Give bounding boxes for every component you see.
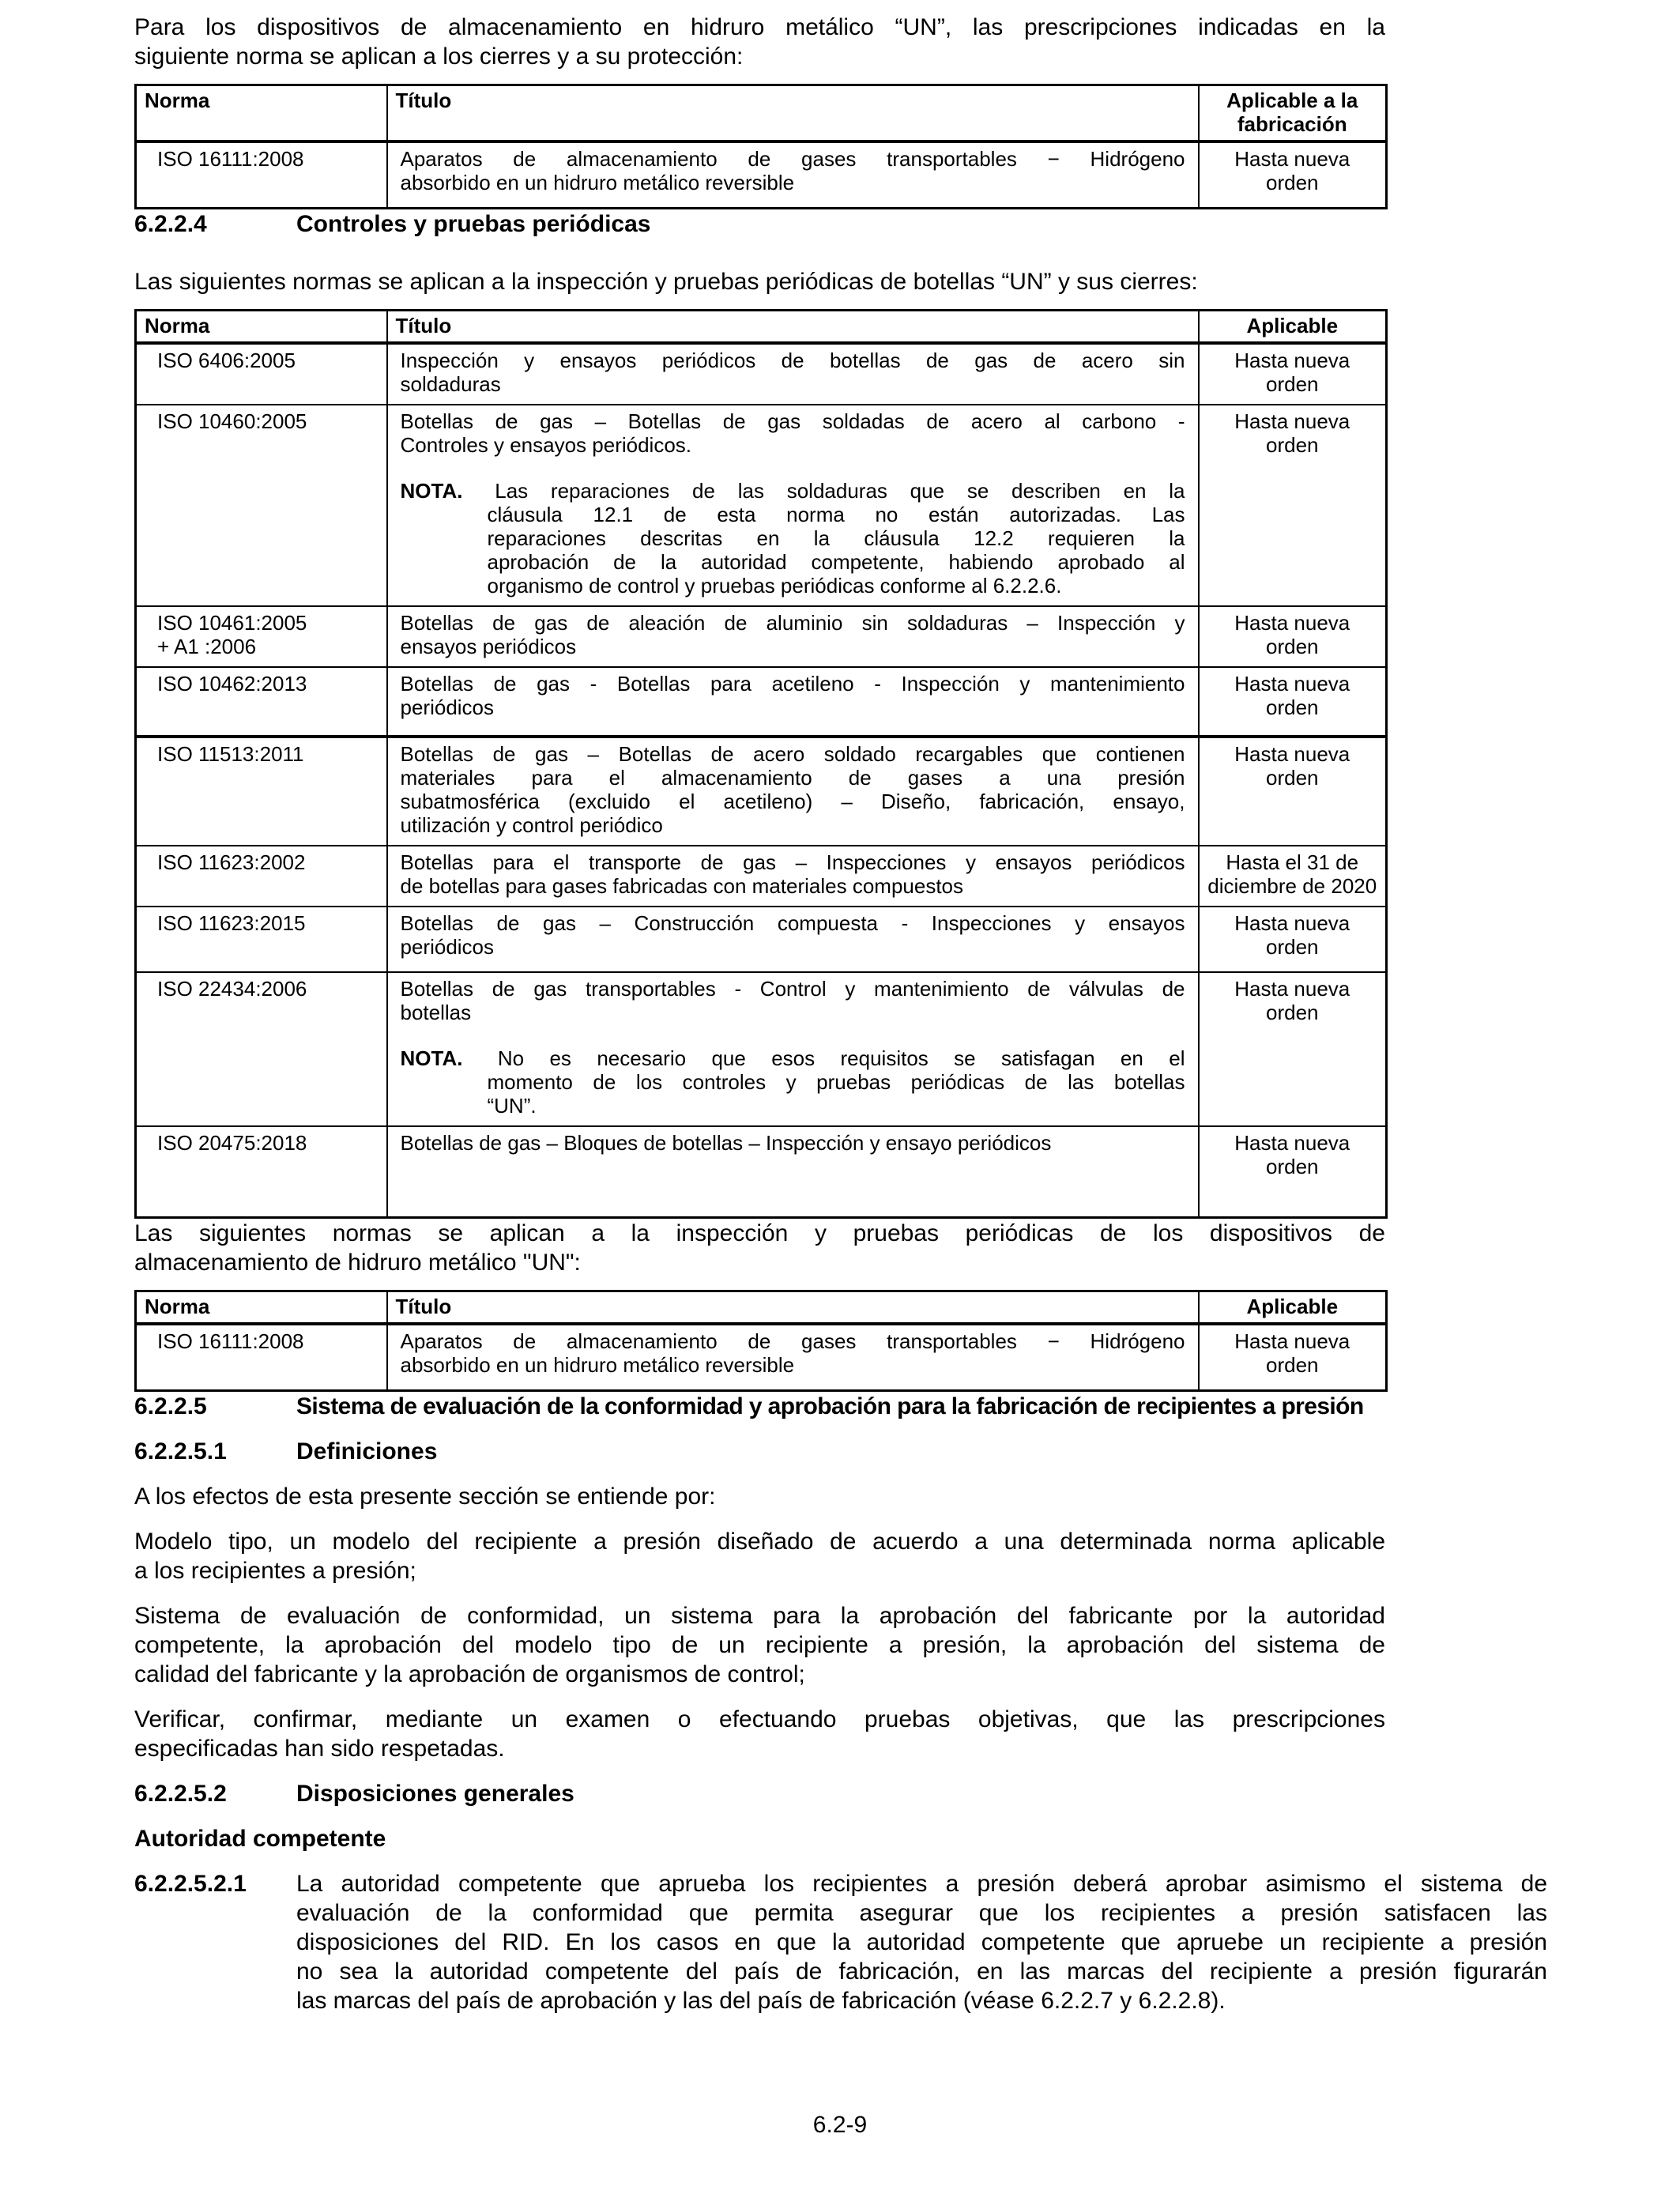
text-line: especificadas han sido respetadas. <box>134 1736 505 1762</box>
text-line: organismo de control y pruebas periódicas conforme al 6.2.2.6. <box>487 574 1062 598</box>
titulo-header: Título <box>387 1291 1199 1325</box>
text-line: Botellas de gas – Botellas de acero soldado recargables que contienen <box>400 742 1185 766</box>
text-line: calidad del fabricante y la aprobación de organismos de control; <box>134 1661 805 1687</box>
table-row <box>136 606 1387 667</box>
text-line: reparaciones descritas en la cláusula 12.2 requieren la <box>487 526 1185 550</box>
titulo-cell <box>387 343 1199 405</box>
section-number: 6.2.2.5.1 <box>134 1438 227 1465</box>
norma-cell: ISO 11513:2011 <box>136 737 387 846</box>
norma-cell: ISO 22434:2006 <box>136 972 387 1126</box>
aplicable-header: Aplicable <box>1199 1291 1387 1325</box>
text-line: Sistema de evaluación de conformidad, un sistema para la aprobación del fabricante por la autoridad <box>134 1603 1385 1629</box>
norma-cell: ISO 10462:2013 <box>136 667 387 737</box>
titulo-cell <box>387 737 1199 846</box>
section-number: 6.2.2.5.2.1 <box>134 1871 247 1897</box>
aplicable-cell: Hasta nueva orden <box>1199 606 1387 667</box>
text-line: disposiciones del RID. En los casos en que la autoridad competente que apruebe un recipiente a presión <box>296 1929 1547 1955</box>
titulo-header: Título <box>387 311 1199 344</box>
text-line: Botellas de gas - Botellas para acetileno - Inspección y mantenimiento <box>400 672 1185 696</box>
text-line: soldaduras <box>400 372 501 396</box>
table-row <box>136 343 1387 405</box>
subheading-autoridad-competente: Autoridad competente <box>134 1826 386 1852</box>
titulo-header: Título <box>387 85 1199 142</box>
aplicable-cell: Hasta nueva orden <box>1199 972 1387 1126</box>
text-line: Botellas de gas – Construcción compuesta - Inspecciones y ensayos <box>400 911 1185 935</box>
text-line: absorbido en un hidruro metálico reversible <box>400 1353 795 1377</box>
text-line: competente, la aprobación del modelo tipo de un recipiente a presión, la aprobación del sistema de <box>134 1632 1385 1658</box>
table-header-row <box>136 1291 1387 1325</box>
text-line: Botellas de gas de aleación de aluminio sin soldaduras – Inspección y <box>400 611 1185 635</box>
aplicable-cell: Hasta nueva orden <box>1199 907 1387 972</box>
section-title: Disposiciones generales <box>296 1781 574 1807</box>
text-line: las marcas del país de aprobación y las del país de fabricación (véase 6.2.2.7 y 6.2.2.8). <box>296 1988 1226 2014</box>
section-number: 6.2.2.5.2 <box>134 1781 227 1807</box>
text-line: de botellas para gases fabricadas con materiales compuestos <box>400 874 964 898</box>
text-line: utilización y control periódico <box>400 813 663 837</box>
definition-sistema <box>134 1601 1385 1689</box>
text-line: Aparatos de almacenamiento de gases transportables − Hidrógeno <box>400 147 1185 171</box>
metal-hydride-table <box>134 1290 1388 1392</box>
norma-cell <box>136 606 387 667</box>
section-title: Controles y pruebas periódicas <box>296 211 651 237</box>
nota-block <box>401 479 1185 598</box>
titulo-cell <box>387 141 1199 209</box>
text-line: no sea la autoridad competente del país de fabricación, en las marcas del recipiente a presión figurarán <box>296 1958 1547 1985</box>
table-header-row <box>136 85 1387 142</box>
text-line: evaluación de la conformidad que permita asegurar que los recipientes a presión satisfacen las <box>296 1900 1547 1926</box>
section-title: Sistema de evaluación de la conformidad y aprobación para la fabricación de recipientes a presión <box>296 1393 1364 1419</box>
titulo-cell <box>387 667 1199 737</box>
norma-cell: ISO 10460:2005 <box>136 405 387 606</box>
titulo-cell <box>387 606 1199 667</box>
aplicable-cell: Hasta nueva orden <box>1199 667 1387 737</box>
section-6.2.2.4-intro <box>134 267 1385 296</box>
text-line: ensayos periódicos <box>400 635 577 658</box>
text-line: materiales para el almacenamiento de gases a una presión <box>400 766 1185 790</box>
text-line: periódicos <box>400 696 495 719</box>
definitions-intro <box>134 1482 1385 1511</box>
text-line: siguiente norma se aplican a los cierres y a su protección: <box>134 43 744 70</box>
text-line: botellas <box>400 1001 472 1024</box>
table-row <box>136 907 1387 972</box>
text-line: cláusula 12.1 de esta norma no están autorizadas. Las <box>487 503 1185 526</box>
titulo-cell <box>387 907 1199 972</box>
text-line: Controles y ensayos periódicos. <box>400 433 692 457</box>
text-line: periódicos <box>400 935 495 959</box>
text-line: Botellas para el transporte de gas – Inspecciones y ensayos periódicos <box>400 850 1185 874</box>
norma-cell: ISO 6406:2005 <box>136 343 387 405</box>
section-6.2.2.5.2 <box>134 1779 1547 1808</box>
text-line: Botellas de gas transportables - Control y mantenimiento de válvulas de <box>400 977 1185 1001</box>
text-line: Botellas de gas – Bloques de botellas – Inspección y ensayo periódicos <box>400 1131 1052 1155</box>
text-line: ISO 10461:2005 <box>157 611 307 635</box>
section-paragraph <box>296 1869 1547 2015</box>
text-line: Inspección y ensayos periódicos de botellas de gas de acero sin <box>400 349 1185 372</box>
section-title: Definiciones <box>296 1438 438 1465</box>
text-line: Modelo tipo, un modelo del recipiente a presión diseñado de acuerdo a una determinada norma aplicable <box>134 1529 1385 1555</box>
page-content <box>134 13 1547 2033</box>
aplicable-cell: Hasta nueva orden <box>1199 343 1387 405</box>
text-line: La autoridad competente que aprueba los recipientes a presión deberá aprobar asimismo el sistema de <box>296 1871 1547 1897</box>
table-row <box>136 846 1387 907</box>
table-row <box>136 1126 1387 1218</box>
table-row <box>136 1324 1387 1391</box>
norma-cell: ISO 16111:2008 <box>136 141 387 209</box>
text-line: momento de los controles y pruebas periódicas de las botellas <box>487 1070 1185 1094</box>
nota-label: NOTA. <box>400 1046 463 1070</box>
text-line: NOTA. Las reparaciones de las soldaduras que se describen en la <box>400 479 1185 503</box>
titulo-cell <box>387 846 1199 907</box>
table-row <box>136 405 1387 606</box>
norma-header: Norma <box>136 85 387 142</box>
table-header-row <box>136 311 1387 344</box>
text-line: “UN”. <box>487 1094 537 1118</box>
titulo-cell <box>387 1324 1199 1391</box>
norma-header: Norma <box>136 1291 387 1325</box>
nota-label: NOTA. <box>400 479 463 503</box>
aplicable-cell: Hasta nueva orden <box>1199 141 1387 209</box>
aplicable-cell: Hasta el 31 de diciembre de 2020 <box>1199 846 1387 907</box>
section-number: 6.2.2.5 <box>134 1393 207 1419</box>
norma-header: Norma <box>136 311 387 344</box>
section-6.2.2.5 <box>134 1392 1547 1421</box>
text-line: Botellas de gas – Botellas de gas soldadas de acero al carbono - <box>400 409 1185 433</box>
norma-cell: ISO 20475:2018 <box>136 1126 387 1218</box>
text-line: aprobación de la autoridad competente, habiendo aprobado al <box>487 550 1185 574</box>
section-6.2.2.5.1 <box>134 1437 1547 1466</box>
section-6.2.2.4 <box>134 209 1547 239</box>
text-line: Verificar, confirmar, mediante un examen o efectuando pruebas objetivas, que las prescripciones <box>134 1706 1385 1732</box>
titulo-cell <box>387 1126 1199 1218</box>
closures-standards-table <box>134 84 1388 209</box>
nota-block <box>401 1046 1185 1118</box>
definition-verificar <box>134 1705 1385 1763</box>
norma-cell: ISO 11623:2002 <box>136 846 387 907</box>
aplicable-header: Aplicable <box>1199 311 1387 344</box>
text-line: a los recipientes a presión; <box>134 1558 416 1584</box>
table-row <box>136 737 1387 846</box>
aplicable-header: Aplicable a la fabricación <box>1199 85 1387 142</box>
text-line: Aparatos de almacenamiento de gases transportables − Hidrógeno <box>400 1329 1185 1353</box>
text-line: NOTA. No es necesario que esos requisitos se satisfagan en el <box>400 1046 1185 1070</box>
titulo-cell <box>387 405 1199 606</box>
text-line: Para los dispositivos de almacenamiento en hidruro metálico “UN”, las prescripciones indicadas en la <box>134 14 1385 40</box>
table-row <box>136 972 1387 1126</box>
page-number: 6.2-9 <box>812 2112 868 2138</box>
text-line: Las siguientes normas se aplican a la inspección y pruebas periódicas de los dispositivos de <box>134 1220 1385 1246</box>
section-number: 6.2.2.4 <box>134 211 207 237</box>
periodic-inspection-table <box>134 309 1388 1219</box>
text-line: Las siguientes normas se aplican a la inspección y pruebas periódicas de botellas “UN” y sus cierres: <box>134 269 1198 295</box>
table-row <box>136 667 1387 737</box>
text-line: A los efectos de esta presente sección se entiende por: <box>134 1483 716 1510</box>
norma-cell: ISO 16111:2008 <box>136 1324 387 1391</box>
after-table2-paragraph <box>134 1219 1385 1277</box>
aplicable-cell: Hasta nueva orden <box>1199 737 1387 846</box>
intro-paragraph <box>134 13 1385 71</box>
section-6.2.2.5.2.1 <box>134 1869 1547 2033</box>
text-line: almacenamiento de hidruro metálico "UN": <box>134 1250 581 1276</box>
titulo-cell <box>387 972 1199 1126</box>
definition-modelo-tipo <box>134 1527 1385 1585</box>
aplicable-cell: Hasta nueva orden <box>1199 1126 1387 1218</box>
text-line: absorbido en un hidruro metálico reversible <box>400 171 795 194</box>
norma-cell: ISO 11623:2015 <box>136 907 387 972</box>
text-line: subatmosférica (excluido el acetileno) – Diseño, fabricación, ensayo, <box>400 790 1185 813</box>
table-row <box>136 141 1387 209</box>
aplicable-cell: Hasta nueva orden <box>1199 405 1387 606</box>
aplicable-cell: Hasta nueva orden <box>1199 1324 1387 1391</box>
text-line: + A1 :2006 <box>157 635 257 658</box>
